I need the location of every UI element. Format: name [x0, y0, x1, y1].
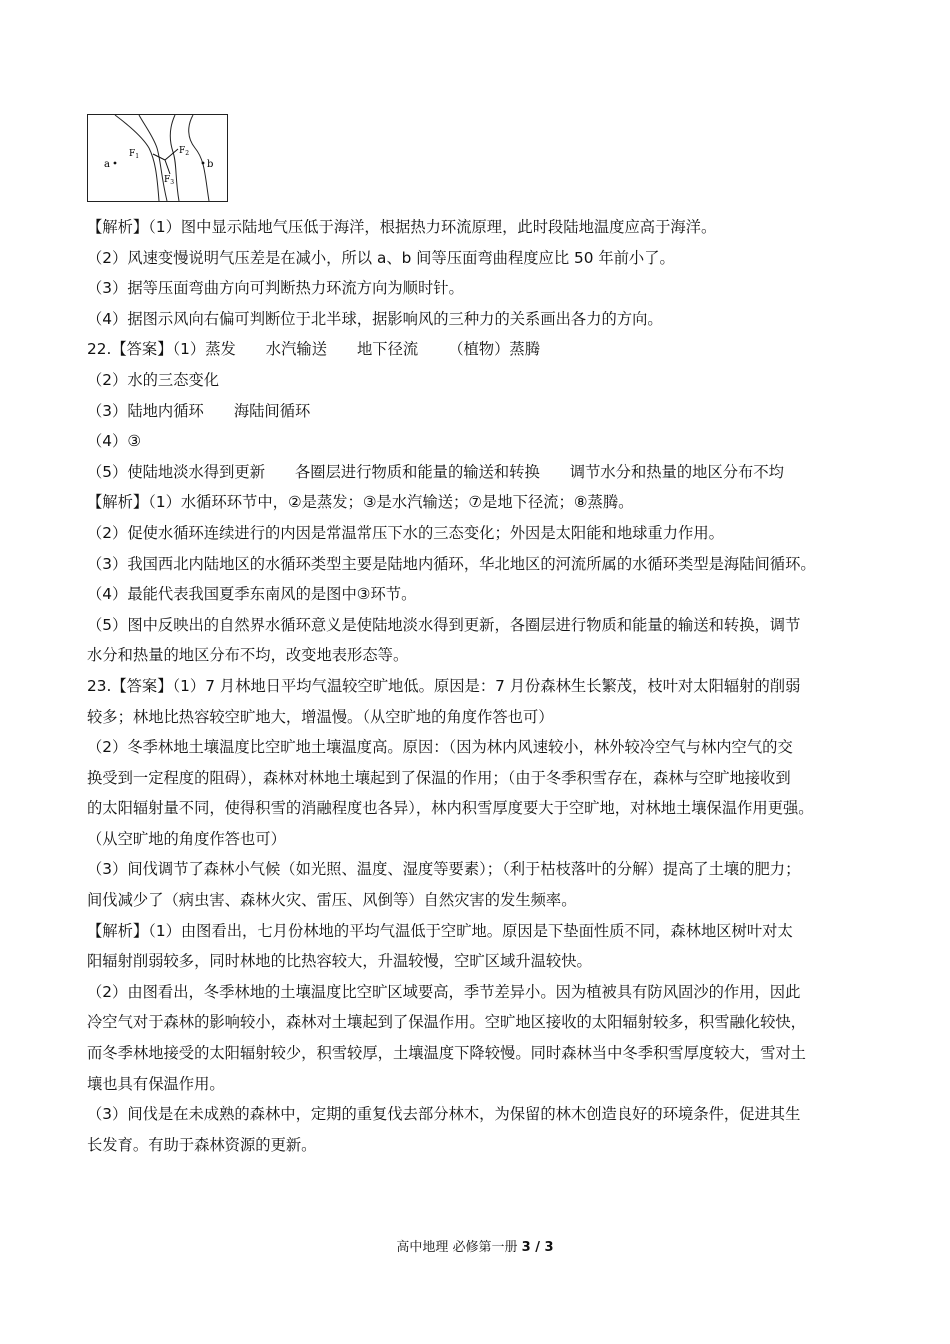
text-segment: （3）陆地内循环 [87, 401, 204, 420]
text-segment: 22.【答案】（1）蒸发 [87, 340, 236, 359]
footer-title: 高中地理 必修第一册 [396, 1240, 522, 1255]
text-line [87, 334, 887, 365]
text-segment: （5）使陆地淡水得到更新 [87, 462, 265, 481]
text-line: 【解析】（1）由图看出，七月份林地的平均气温低于空旷地。原因是下垫面性质不同，森林地区树叶对太 [87, 921, 793, 940]
text-line: （3）据等压面弯曲方向可判断热力环流方向为顺时针。 [87, 279, 464, 298]
text-line: （4）据图示风向右偏可判断位于北半球，据影响风的三种力的关系画出各力的方向。 [87, 309, 663, 328]
point-b-dot [202, 162, 205, 165]
text-line: （3）间伐是在未成熟的森林中，定期的重复伐去部分林木，为保留的林木创造良好的环境条件，促进其生 [87, 1105, 801, 1124]
text-line [87, 396, 887, 427]
text-line: （从空旷地的角度作答也可） [87, 829, 286, 848]
answer-text-block [87, 212, 887, 1160]
footer-separator: / [530, 1240, 545, 1255]
text-line [87, 457, 887, 488]
text-line: 【解析】（1）水循环环节中，②是蒸发；③是水汽输送；⑦是地下径流；⑧蒸腾。 [87, 493, 634, 512]
page-footer [0, 1238, 950, 1258]
text-line: 壤也具有保温作用。 [87, 1074, 225, 1093]
label-f1: $F_1$ [129, 149, 140, 160]
label-a: a [104, 159, 110, 170]
text-line: （2）水的三态变化 [87, 370, 220, 389]
text-segment: （植物）蒸腾 [448, 340, 540, 359]
text-line: 冷空气对于森林的影响较小，森林对土壤起到了保温作用。空旷地区接收的太阳辐射较多，积雪融化较快， [87, 1013, 806, 1032]
text-line: （2）冬季林地土壤温度比空旷地土壤温度高。原因：（因为林内风速较小，林外较冷空气与林内空气的交 [87, 738, 793, 757]
text-line: 间伐减少了（病虫害、森林火灾、雷压、风倒等）自然灾害的发生频率。 [87, 891, 577, 910]
text-line: （5）图中反映出的自然界水循环意义是使陆地淡水得到更新，各圈层进行物质和能量的输送和转换，调节 [87, 615, 801, 634]
point-a-dot [114, 162, 117, 165]
label-b: b [207, 159, 214, 170]
text-line: （2）促使水循环连续进行的内因是常温常压下水的三态变化；外因是太阳能和地球重力作用。 [87, 523, 724, 542]
text-line: 而冬季林地接受的太阳辐射较少，积雪较厚，土壤温度下降较慢。同时森林当中冬季积雪厚度较大，雪对土 [87, 1044, 806, 1063]
text-line: 的太阳辐射量不同，使得积雪的消融程度也各异），林内积雪厚度要大于空旷地，对林地土壤保温作用更强。 [87, 799, 814, 818]
text-line: （3）我国西北内陆地区的水循环类型主要是陆地内循环，华北地区的河流所属的水循环类型是海陆间循环。 [87, 554, 816, 573]
text-line: （4）③ [87, 432, 142, 451]
text-line: 换受到一定程度的阻碍），森林对林地土壤起到了保温的作用；（由于冬季积雪存在，森林与空旷地接收到 [87, 768, 791, 787]
text-line: 长发育。有助于森林资源的更新。 [87, 1135, 317, 1154]
label-f2: $F_2$ [179, 146, 190, 157]
text-line: （2）风速变慢说明气压差是在减小，所以 a、b 间等压面弯曲程度应比 50 年前小了。 [87, 248, 675, 267]
text-line: 阳辐射削弱较多，同时林地的比热容较大，升温较慢，空旷区域升温较快。 [87, 952, 592, 971]
text-line: （3）间伐调节了森林小气候（如光照、温度、湿度等要素）；（利于枯枝落叶的分解）提高了土壤的肥力； [87, 860, 801, 879]
text-segment: 各圈层进行物质和能量的输送和转换 [295, 462, 540, 481]
text-segment: 水汽输送 [265, 340, 327, 359]
text-segment: 海陆间循环 [233, 401, 311, 420]
text-segment: 调节水分和热量的地区分布不均 [569, 462, 784, 481]
text-line: 23.【答案】（1）7 月林地日平均气温较空旷地低。原因是：7 月份森林生长繁茂，枝叶对太阳辐射的削弱 [87, 676, 801, 695]
label-f3: $F_3$ [164, 175, 175, 186]
text-line: 较多；林地比热容较空旷地大，增温慢。（从空旷地的角度作答也可） [87, 707, 554, 726]
footer-total-pages: 3 [544, 1240, 554, 1255]
text-line: 水分和热量的地区分布不均，改变地表形态等。 [87, 646, 409, 665]
text-line: （4）最能代表我国夏季东南风的是图中③环节。 [87, 585, 417, 604]
footer-page-number: 3 [521, 1240, 531, 1255]
text-line: （2）由图看出，冬季林地的土壤温度比空旷区域要高，季节差异小。因为植被具有防风固沙的作用，因此 [87, 982, 801, 1001]
isobar-diagram [87, 114, 228, 202]
text-line: 【解析】（1）图中显示陆地气压低于海洋，根据热力环流原理，此时段陆地温度应高于海洋。 [87, 218, 717, 236]
text-segment: 地下径流 [357, 340, 419, 359]
